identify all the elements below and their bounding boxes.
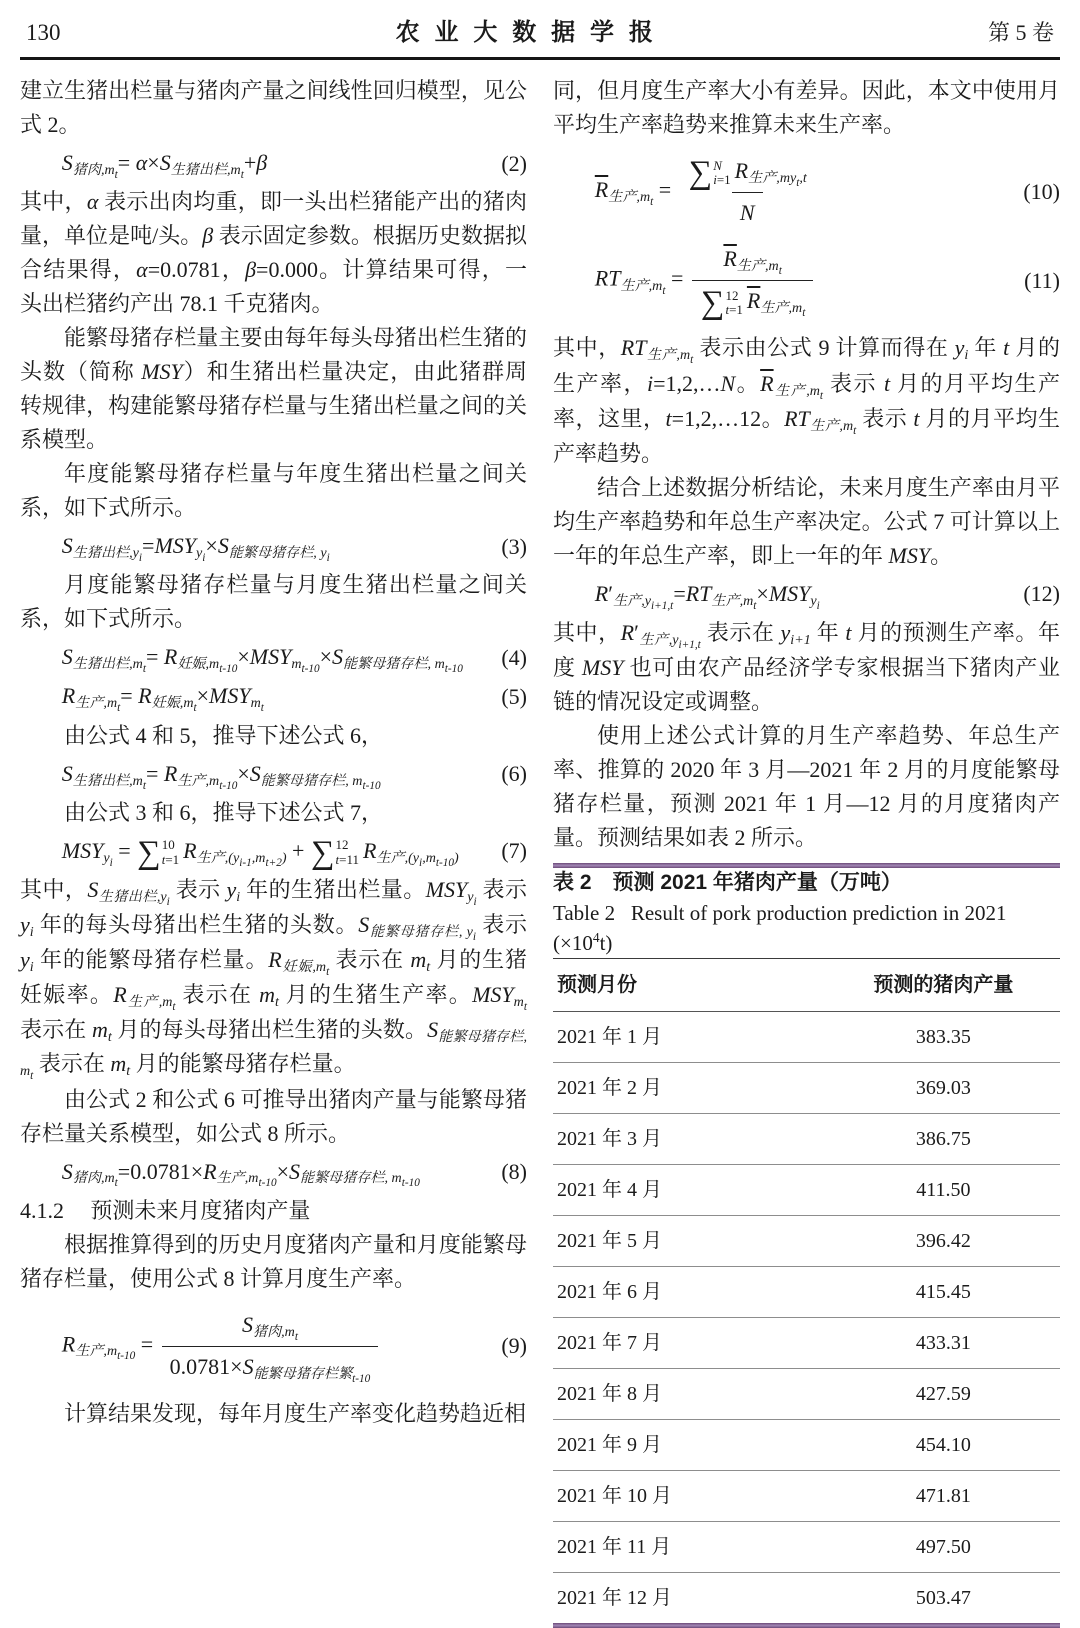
production-value-cell: 471.81 <box>827 1471 1060 1522</box>
section-number: 4.1.2 <box>20 1197 64 1223</box>
paragraph-intro: 建立生猪出栏量与猪肉产量之间线性回归模型，见公式 2。 <box>20 78 527 137</box>
production-value-cell: 396.42 <box>827 1216 1060 1267</box>
table-row <box>553 1012 1060 1063</box>
section-title: 预测未来月度猪肉产量 <box>90 1197 311 1223</box>
paragraph-alpha-beta: 其中，α 表示出肉均重，即一头出栏猪能产出的猪肉量，单位是吨/头。β 表示固定参数。根据历史数据拟合结果得，α=0.0781，β=0.000。计算结果可得，一头出栏猪约产出 78.1 千克猪肉。 <box>20 189 527 317</box>
equation-7-number: (7) <box>501 838 527 864</box>
equation-5-body: $R_{生产,m_t}= R_{妊娠,m_t}\times MSY_{m_t}$ <box>61 683 264 715</box>
equation-2-body: $S_{猪肉,m_t}= \alpha\times S_{生猪出栏,m_t}+\beta$ <box>61 150 268 181</box>
equation-7 <box>20 834 527 869</box>
equation-9-body: $R_{生产,m_{t-10}}$ = $\frac{S_{猪肉,m_t}}{0.0781\times S_{能繁母猪存栏繁_{t-10}}}$ <box>62 1308 496 1385</box>
equation-12-body: $R'_{生产,y_{i+1,t}}=RT_{生产,m_t}\times MSY_{y_i}$ <box>594 580 820 612</box>
month-cell: 2021 年 12 月 <box>553 1573 827 1624</box>
page-header <box>20 8 1060 49</box>
equation-3 <box>20 529 527 564</box>
right-column <box>553 74 1060 1628</box>
section-heading-412 <box>20 1194 527 1228</box>
page-number: 130 <box>26 20 61 45</box>
month-cell: 2021 年 1 月 <box>557 1026 662 1049</box>
equation-5-number: (5) <box>501 683 527 709</box>
table-row <box>553 1063 1060 1114</box>
paragraph-derive-8: 由公式 2 和公式 6 可推导出猪肉产量与能繁母猪存栏量关系模型，如公式 8 所示。 <box>20 1086 527 1146</box>
paragraph-continued: 同，但月度生产率大小有差异。因此，本文中使用月平均生产率趋势来推算未来生产率。 <box>553 78 1060 137</box>
month-cell: 2021 年 7 月 <box>553 1318 827 1369</box>
production-value-cell: 497.50 <box>827 1522 1060 1573</box>
paragraph-derive-7: 由公式 3 和 6，推导下述公式 7， <box>64 799 384 825</box>
equation-8-body: $S_{猪肉,m_t}=0.0781\times R_{生产,m_{t-10}}\times S_{能繁母猪存栏, m_{t-10}}$ <box>61 1158 420 1190</box>
table-bottom-bar <box>553 1623 1060 1628</box>
left-column <box>20 74 527 1628</box>
month-cell: 2021 年 4 月 <box>553 1165 827 1216</box>
month-cell: 2021 年 2 月 <box>553 1063 827 1114</box>
paragraph-where-10-11: 其中，$RT_{生产,m_t}$ 表示由公式 9 计算而得在 $y_i$ 年 t 月的生产率，i=1,2,…N。$\overline{R}_{生产,m_t}$ 表示 t 月的月平均生产率，这里，t=1,2,…12。$RT_{生产,m_t}$ 表示 t 月的月平均生产率趋势。 <box>553 335 1060 466</box>
prediction-table-body <box>553 1012 1060 1624</box>
production-value-cell: 503.47 <box>827 1573 1060 1624</box>
equation-4-number: (4) <box>501 644 527 670</box>
equation-9-number: (9) <box>501 1333 527 1359</box>
equation-3-number: (3) <box>501 533 527 559</box>
header-rule <box>20 57 1060 60</box>
equation-4 <box>20 640 527 675</box>
equation-5 <box>20 679 527 714</box>
table-row <box>553 1522 1060 1573</box>
equation-12-number: (12) <box>1023 581 1060 607</box>
equation-3-body: $S_{生猪出栏,y_i}=MSY_{y_i}\times S_{能繁母猪存栏, y_i}$ <box>61 533 330 565</box>
equation-9 <box>20 1308 527 1385</box>
table-row <box>553 1318 1060 1369</box>
equation-12 <box>553 577 1060 612</box>
paragraph-derive-6: 由公式 4 和 5，推导下述公式 6， <box>64 722 384 748</box>
production-value-cell: 383.35 <box>915 1026 971 1049</box>
month-cell: 2021 年 6 月 <box>553 1267 827 1318</box>
equation-6-number: (6) <box>501 761 527 787</box>
production-value-cell: 411.50 <box>827 1165 1060 1216</box>
paragraph-combine: 结合上述数据分析结论，未来月度生产率由月平均生产率趋势和年总生产率决定。公式 7 可计算以上一年的年总生产率，即上一年的年 MSY。 <box>553 474 1060 568</box>
equation-10-body: $\overline{R}_{生产,m_t}$ = ∑ N i=1 $R_{生产,my_t,t}$ N <box>595 154 1018 230</box>
table-row <box>553 1216 1060 1267</box>
table-caption-cn: 表 2 预测 2021 年猪肉产量（万吨） <box>553 871 902 895</box>
table-caption-en: Table 2 Result of pork production prediction in 2021 $(\times 10^4t)$ <box>553 901 1007 956</box>
column-header-month: 预测月份 <box>553 959 827 1012</box>
equation-8-number: (8) <box>501 1159 527 1185</box>
paragraph-where-12: 其中，$R'_{生产,y_{i+1,t}}$ 表示在 $y_{i+1}$ 年 t 月的预测生产率。年度 MSY 也可由农产品经济学专家根据当下猪肉产业链的情况设定或调整。 <box>553 619 1060 715</box>
table-row <box>553 1573 1060 1624</box>
table-row <box>553 1165 1060 1216</box>
equation-6-body: $S_{生猪出栏,m_t}= R_{生产,m_{t-10}}\times S_{能繁母猪存栏, m_{t-10}}$ <box>61 760 381 792</box>
table-row <box>553 1114 1060 1165</box>
equation-11-number: (11) <box>1024 267 1060 293</box>
paragraph-annual: 年度能繁母猪存栏量与年度生猪出栏量之间关系，如下式所示。 <box>20 461 527 521</box>
production-value-cell: 386.75 <box>827 1114 1060 1165</box>
paragraph-msy: 能繁母猪存栏量主要由每年每头母猪出栏生猪的头数（简称 MSY）和生猪出栏量决定，由此猪群周转规律，构建能繁母猪存栏量与生猪出栏量之间的关系模型。 <box>20 325 527 453</box>
equation-8 <box>20 1155 527 1190</box>
paragraph-calc-rate: 根据推算得到的历史月度猪肉产量和月度能繁母猪存栏量，使用公式 8 计算月度生产率。 <box>20 1231 527 1291</box>
equation-10-number: (10) <box>1023 179 1060 205</box>
table-2-block <box>553 863 1060 1628</box>
paragraph-use-formulas: 使用上述公式计算的月生产率趋势、年总生产率、推算的 2020 年 3 月—2021 年 2 月的月度能繁母猪存栏量，预测 2021 年 1 月—12 月的月度猪肉产量。预测结果如表 2 所示。 <box>553 723 1060 851</box>
column-header-production: 预测的猪肉产量 <box>827 959 1060 1012</box>
month-cell: 2021 年 8 月 <box>553 1369 827 1420</box>
production-value-cell: 369.03 <box>827 1063 1060 1114</box>
paragraph-where-3-7: 其中，$S_{生猪出栏,y_i}$ 表示 $y_i$ 年的生猪出栏量。$MSY_{y_i}$ 表示 $y_i$ 年的每头母猪出栏生猪的头数。$S_{能繁母猪存栏, y_i}$ 表示 $y_i$ 年的能繁母猪存栏量。$R_{妊娠,m_t}$ 表示在 $m_t$ 月的生猪妊娠率。$R_{生产,m_t}$ 表示在 $m_t$ 月的生猪生产率。$MSY_{m_t}$ 表示在 $m_t$ 月的每头母猪出栏生猪的头数。$S_{能繁母猪存栏, m_t}$ 表示在 $m_t$ 月的能繁母猪存栏量。 <box>20 876 527 1083</box>
equation-4-body: $S_{生猪出栏,m_t}= R_{妊娠,m_{t-10}}\times MSY_{m_{t-10}}\times S_{能繁母猪存栏, m_{t-10}}$ <box>61 644 463 676</box>
prediction-table <box>553 958 1060 1623</box>
equation-10 <box>553 154 1060 230</box>
equation-2-number: (2) <box>501 150 527 176</box>
prediction-table-head <box>553 959 1060 1012</box>
month-cell: 2021 年 10 月 <box>553 1471 827 1522</box>
table-row <box>553 1369 1060 1420</box>
equation-11-body: $RT_{生产,m_t}$ = $\overline{R}_{生产,m_t}$ ∑ 12 t=1 $\overline{R}_{生产,m_t}$ <box>595 242 1018 319</box>
production-value-cell: 433.31 <box>827 1318 1060 1369</box>
equation-6 <box>20 757 527 792</box>
production-value-cell: 454.10 <box>827 1420 1060 1471</box>
month-cell: 2021 年 11 月 <box>553 1522 827 1573</box>
production-value-cell: 427.59 <box>827 1369 1060 1420</box>
paragraph-result: 计算结果发现，每年月度生产率变化趋势趋近相 <box>64 1400 527 1426</box>
equation-7-body: $MSY_{y_i}$ = ∑ 10 t=1 $R_{生产,(y_{i-1},m_{t+2})}$ + ∑ 12 t=11 $R_{生产,(y_i,m_{t-10})}$ <box>61 834 459 871</box>
two-column-body <box>20 74 1060 1628</box>
equation-2 <box>20 146 527 181</box>
table-row <box>553 1471 1060 1522</box>
paragraph-monthly: 月度能繁母猪存栏量与月度生猪出栏量之间关系，如下式所示。 <box>20 572 527 632</box>
equation-11 <box>553 242 1060 322</box>
table-row <box>553 1267 1060 1318</box>
production-value-cell: 415.45 <box>827 1267 1060 1318</box>
table-row <box>553 1420 1060 1471</box>
volume-label: 第 5 卷 <box>987 20 1054 45</box>
month-cell: 2021 年 3 月 <box>553 1114 827 1165</box>
month-cell: 2021 年 9 月 <box>553 1420 827 1471</box>
journal-title: 农业大数据学报 <box>395 19 668 46</box>
month-cell: 2021 年 5 月 <box>553 1216 827 1267</box>
